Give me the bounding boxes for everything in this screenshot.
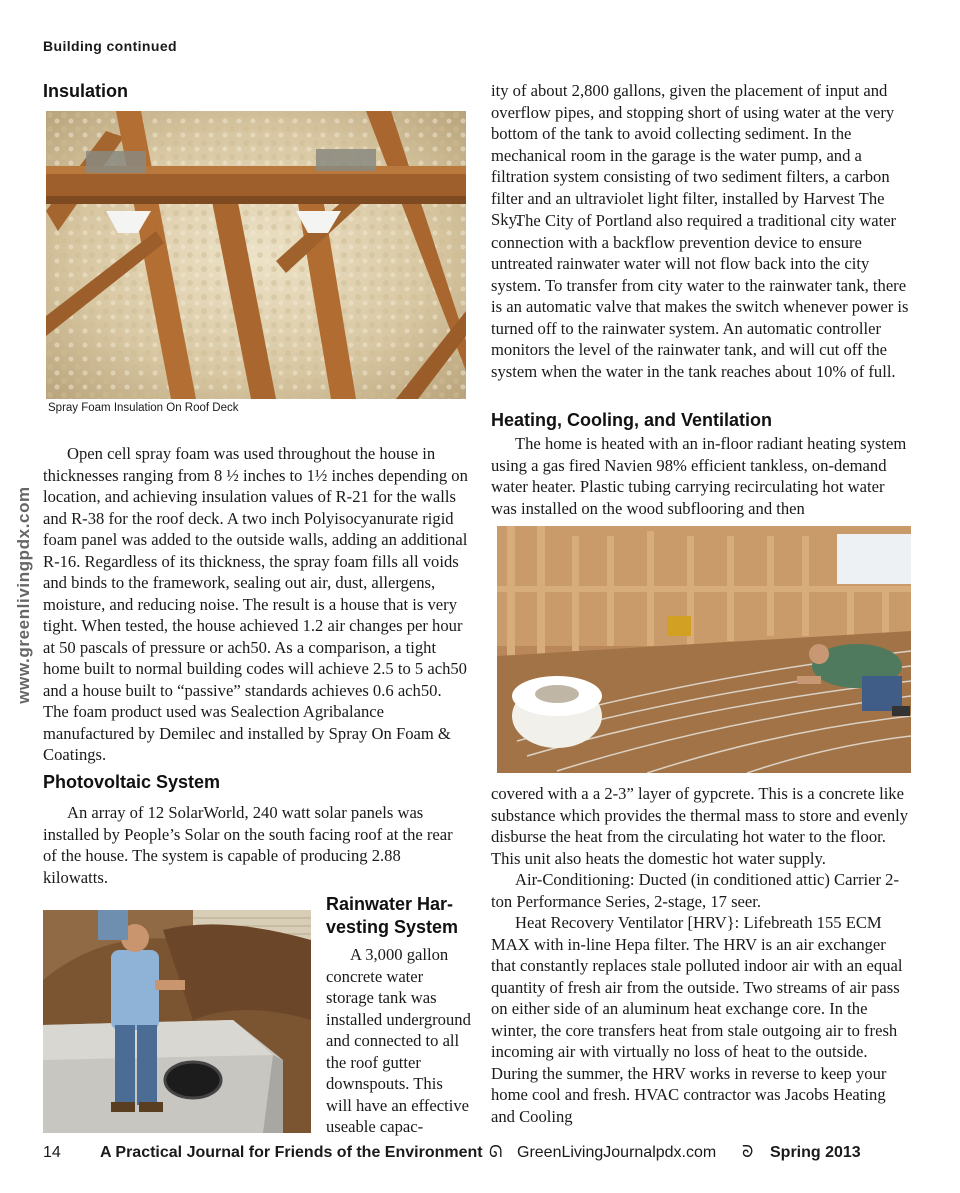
ornament-left-icon: ᘏ — [489, 1144, 503, 1161]
spray-foam-photo — [46, 111, 466, 399]
insulation-paragraph: Open cell spray foam was used throughout the house in thicknesses ranging from 8 ½ inches to 1½ inches depending on location, and achieving insulation values of R-21 for the walls and R-38 for the roof deck. A two inch Polyisocyanurate rigid foam panel was added to the outside walls, adding an additional R-16. Regardless of its thickness, the spray foam fills all voids and binds to the framework, sealing out air, dust, allergens, moisture, and reducing noise. The result is a house that is very tight. When tested, the house achieved 1.2 air changes per hour at 50 pascals of pressure or ach50. As a comparison, a tight home built to normal building codes will achieve 2.5 to 5 ach50 and a house built to “passive” standards achieves 0.6 ach50. The foam product used was Sealection Agribalance manufactured by Demilec and installed by Spray On Foam & Coatings. — [43, 444, 468, 764]
insulation-heading: Insulation — [43, 81, 128, 101]
air-conditioning-paragraph: Air-Conditioning: Ducted (in conditioned attic) Carrier 2-ton Performance Series, 2-stage, 17 seer. — [491, 870, 899, 911]
footer — [0, 1144, 960, 1170]
rainwater-heading-line1: Rainwater Har- — [326, 894, 454, 914]
rainwater-heading — [326, 893, 458, 939]
tank-installation-illustration — [43, 910, 311, 1133]
issue-date: Spring 2013 — [770, 1144, 861, 1161]
website-link[interactable]: GreenLivingJournalpdx.com — [517, 1144, 717, 1161]
hvac-heading: Heating, Cooling, and Ventilation — [491, 410, 773, 430]
hvac-paragraph-1: The home is heated with an in-floor radiant heating system using a gas fired Navien 98% efficient tankless, on-demand water heater. Plastic tubing carrying recirculating hot water was installed on the wood subflooring and then — [491, 434, 907, 518]
ornament-right-icon: ᘐ — [742, 1144, 754, 1161]
hrv-paragraph: Heat Recovery Ventilator [HRV}: Lifebreath 155 ECM MAX with in-line Hepa filter. The HRV is an air exchanger that constantly replaces stale polluted indoor air with an equal quantity of fresh air from the outside. Two streams of air pass on either side of an aluminum heat exchange core. In the winter, the core transfers heat from stale outgoing air to fresh incoming air with virtually no loss of heat to the outside. During the summer, the HRV works in reverse to keep your home cool and fresh. HVAC contractor was Jacobs Heating and Cooling — [491, 913, 903, 1126]
water-tank-photo — [43, 910, 311, 1133]
page-number: 14 — [43, 1144, 61, 1161]
hvac-paragraph-1-continued: covered with a a 2-3” layer of gypcrete. This is a concrete like substance which provides the thermal mass to store and evenly disburse the heat from the circulating hot water to the floor. This unit also heats the domestic hot water supply. — [491, 784, 909, 868]
spray-foam-illustration — [46, 111, 466, 399]
photovoltaic-paragraph: An array of 12 SolarWorld, 240 watt solar panels was installed by People’s Solar on the south facing roof at the rear of the house. The system is capable of producing 2.88 kilowatts. — [43, 803, 453, 887]
side-url-text: www.greenlivingpdx.com — [14, 486, 33, 704]
radiant-floor-illustration — [497, 526, 911, 773]
rainwater-paragraph: A 3,000 gallon concrete water storage tank was installed underground and connected to all the roof gutter downspouts. This will have an effective useable capac- — [326, 945, 471, 1136]
running-head: Building continued — [43, 38, 177, 54]
radiant-floor-photo — [497, 526, 911, 773]
rainwater-heading-line2: vesting System — [326, 917, 459, 937]
city-water-paragraph: The City of Portland also required a traditional city water connection with a backflow prevention device to ensure untreated rainwater water will not flow back into the city system. To transfer from city water to the rainwater tank, there is an automatic valve that makes the switch whenever power is turned off to the rainwater system. An automatic controller monitors the level of the rainwater tank, and will cut off the system when the water in the tank reaches about 10% of full. — [491, 211, 909, 381]
photo-caption: Spray Foam Insulation On Roof Deck — [48, 402, 239, 414]
journal-title: A Practical Journal for Friends of the Environment — [100, 1144, 483, 1161]
side-url — [4, 470, 44, 720]
rainwater-continuation: ity of about 2,800 gallons, given the placement of input and overflow pipes, and stopping short of using water at the very bottom of the tank to avoid collecting sediment. In the mechanical room in the garage is the water pump, and a filtration system consisting of two sediment filters, a carbon filter and an ultraviolet light filter, installed by Harvest The Sky. — [491, 81, 895, 229]
photovoltaic-heading: Photovoltaic System — [43, 772, 221, 792]
